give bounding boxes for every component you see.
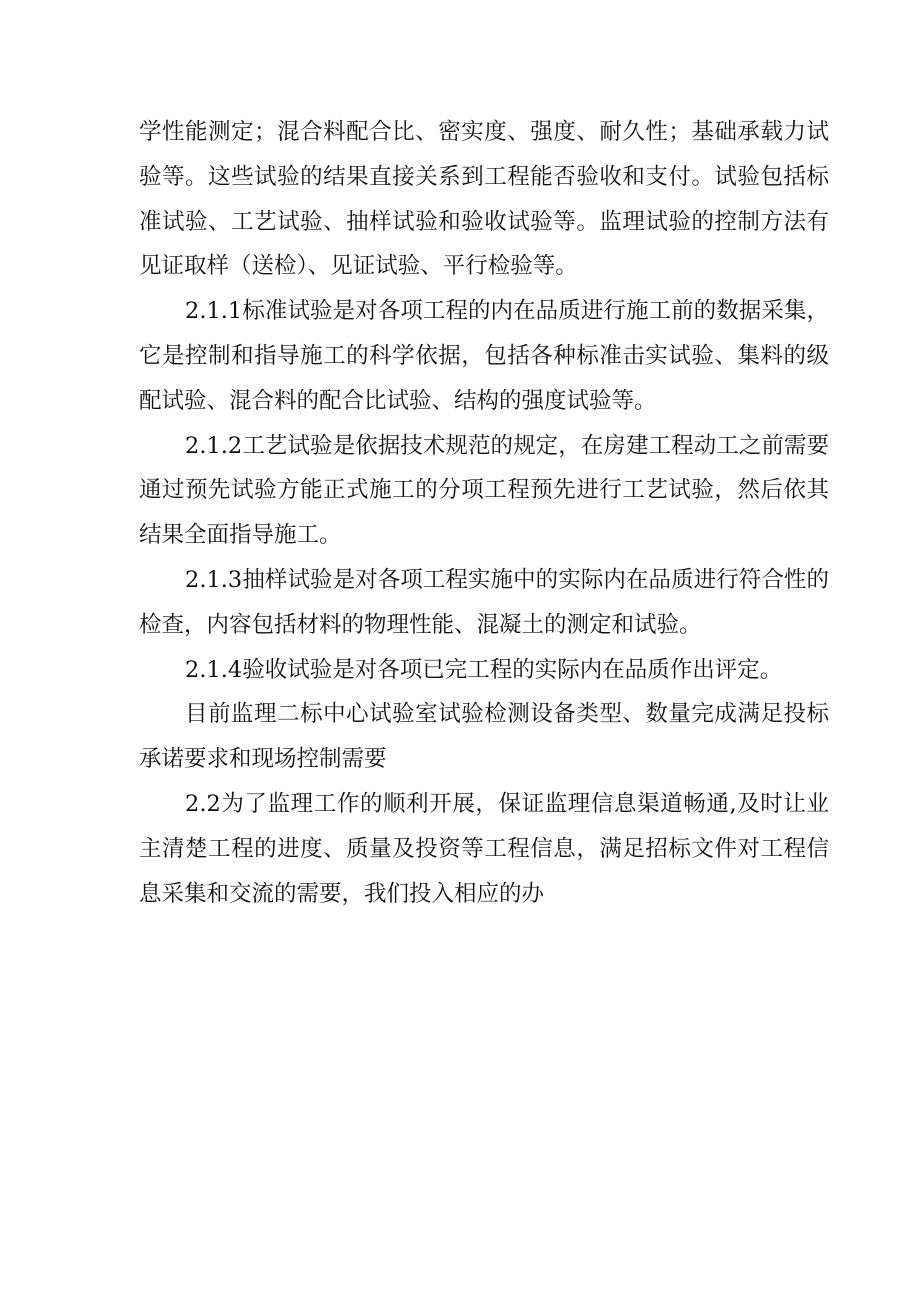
paragraph-2-1-1: 2.1.1标准试验是对各项工程的内在品质进行施工前的数据采集，它是控制和指导施工的科学依据，包括各种标准击实试验、集料的级配试验、混合料的配合比试验、结构的强度试验等。 [139, 298, 829, 414]
paragraph-continuation: 学性能测定；混合料配合比、密实度、强度、耐久性；基础承载力试验等。这些试验的结果直接关系到工程能否验收和支付。试验包括标准试验、工艺试验、抽样试验和验收试验等。监理试验的控制方法有见证取样（送检）、见证试验、平行检验等。 [139, 119, 829, 280]
document-body [139, 110, 829, 916]
paragraph-2-1-4: 2.1.4验收试验是对各项已完工程的实际内在品质作出评定。 [185, 656, 783, 683]
paragraph-2-1-3: 2.1.3抽样试验是对各项工程实施中的实际内在品质进行符合性的检查，内容包括材料的物理性能、混凝土的测定和试验。 [139, 566, 829, 638]
paragraph-equipment-note: 目前监理二标中心试验室试验检测设备类型、数量完成满足投标承诺要求和现场控制需要 [139, 701, 829, 773]
paragraph-2-1-2: 2.1.2工艺试验是依据技术规范的规定，在房建工程动工之前需要通过预先试验方能正式施工的分项工程预先进行工艺试验，然后依其结果全面指导施工。 [139, 432, 829, 549]
paragraph-2-2: 2.2为了监理工作的顺利开展，保证监理信息渠道畅通,及时让业主清楚工程的进度、质量及投资等工程信息，满足招标文件对工程信息采集和交流的需要，我们投入相应的办 [139, 790, 829, 907]
